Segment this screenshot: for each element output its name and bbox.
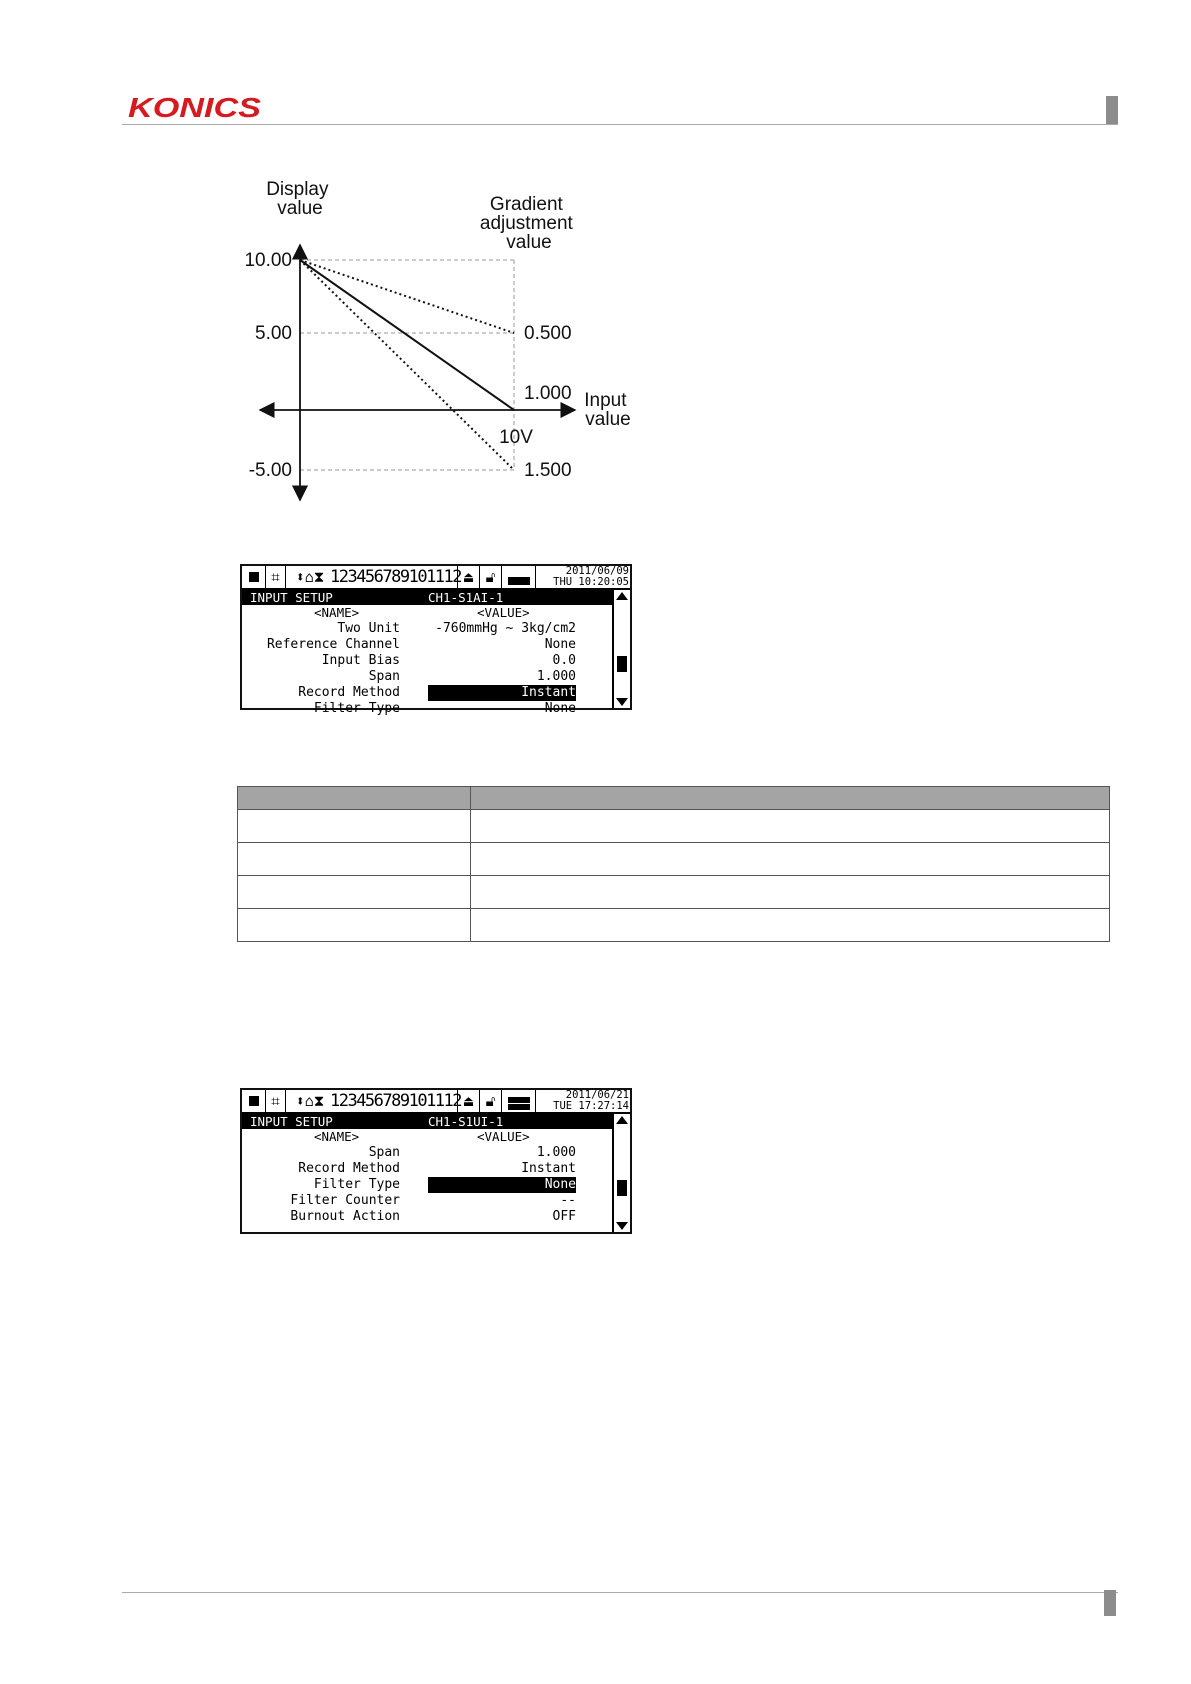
usb-lock-icons: ⬍⌂⧗ [295, 1092, 325, 1110]
y-tick: 10.00 [244, 250, 292, 271]
channel-id: CH1-S1UI-1 [428, 1114, 504, 1129]
x-tick: 10V [499, 427, 533, 448]
footer-marker [1104, 1590, 1116, 1616]
title-bar [242, 590, 612, 605]
gradient-line-1000 [300, 260, 514, 410]
setting-row[interactable]: Reference Channel None [266, 637, 576, 652]
scroll-down-icon[interactable] [616, 698, 628, 706]
value-column-header: <VALUE> [477, 605, 530, 620]
table-cell [238, 909, 471, 942]
table-cell [238, 810, 471, 843]
channel-indicators: 123456789101112 [329, 567, 462, 587]
setting-row[interactable]: Span 1.000 [368, 1145, 576, 1160]
table-cell [471, 843, 1110, 876]
scroll-up-icon[interactable] [616, 1116, 628, 1124]
table-header-row [238, 787, 1110, 810]
screen-title: INPUT SETUP [250, 590, 333, 605]
stop-icon [242, 566, 266, 588]
usb-lock-icons: ⬍⌂⧗ [295, 568, 325, 586]
lcd-screen-universal-input [240, 1088, 632, 1234]
battery-icon [502, 566, 536, 588]
channel-indicators: 123456789101112 [329, 1091, 462, 1111]
datetime: 2011/06/09 THU 10:20:05 [553, 565, 629, 588]
footer-rule [122, 1592, 1118, 1593]
table-cell [238, 843, 471, 876]
gradient-value: 0.500 [524, 323, 572, 344]
title-bar [242, 1114, 612, 1129]
table-cell [471, 909, 1110, 942]
name-column-header: <NAME> [314, 1129, 360, 1144]
y-axis-label: Display value [266, 179, 329, 219]
gradient-line-1500 [300, 260, 514, 470]
datetime: 2011/06/21 TUE 17:27:14 [553, 1089, 629, 1112]
setting-row[interactable]: Record Method Instant [298, 1161, 576, 1176]
setting-row-selected[interactable]: Record Method Instant [298, 685, 576, 700]
table-row [238, 876, 1110, 909]
battery-icon [502, 1090, 536, 1112]
y-tick: 5.00 [255, 323, 292, 344]
scroll-down-icon[interactable] [616, 1222, 628, 1230]
status-bar [242, 1090, 630, 1114]
name-column-header: <NAME> [314, 605, 360, 620]
header-rule [122, 124, 1118, 125]
value-column-header: <VALUE> [477, 1129, 530, 1144]
setting-row[interactable]: Span 1.000 [368, 669, 576, 684]
stop-icon [242, 1090, 266, 1112]
scrollbar[interactable] [612, 590, 630, 708]
memory-card-icon: ⌗ [266, 566, 286, 588]
svg-text:KONICS: KONICS [128, 92, 262, 123]
table-cell [238, 876, 471, 909]
screen-title: INPUT SETUP [250, 1114, 333, 1129]
eject-icon: ⏏ [458, 1090, 480, 1112]
gradient-value: 1.500 [524, 460, 572, 481]
setting-row[interactable]: Filter Type None [313, 701, 576, 716]
gradient-diagram [230, 175, 650, 515]
scroll-thumb[interactable] [617, 1180, 627, 1196]
header-marker [1106, 96, 1118, 124]
gradient-value: 1.000 [524, 383, 572, 404]
unlock-icon: 🔓︎ [480, 566, 502, 588]
scroll-thumb[interactable] [617, 656, 627, 672]
unlock-icon: 🔓︎ [480, 1090, 502, 1112]
table-cell [471, 876, 1110, 909]
setting-row-selected[interactable]: Filter Type None [313, 1177, 576, 1192]
eject-icon: ⏏ [458, 566, 480, 588]
table-row [238, 810, 1110, 843]
channel-id: CH1-S1AI-1 [428, 590, 504, 605]
setting-row[interactable]: Burnout Action OFF [290, 1209, 576, 1224]
lcd-screen-analog-input [240, 564, 632, 716]
table-row [238, 909, 1110, 942]
parameter-table [237, 786, 1110, 942]
konics-logo [128, 92, 263, 122]
memory-card-icon: ⌗ [266, 1090, 286, 1112]
table-cell [471, 810, 1110, 843]
gradient-line-0500 [300, 260, 514, 333]
setting-row[interactable]: Two Unit -760mmHg ~ 3kg/cm2 [337, 621, 576, 636]
setting-row[interactable]: Input Bias 0.0 [321, 653, 576, 668]
scroll-up-icon[interactable] [616, 592, 628, 600]
gradient-axis-label: Gradient adjustment value [479, 194, 573, 253]
setting-row[interactable]: Filter Counter -- [290, 1193, 576, 1208]
x-axis-label: Input value [584, 390, 631, 430]
table-row [238, 843, 1110, 876]
table-header-cell [238, 787, 471, 810]
scrollbar[interactable] [612, 1114, 630, 1232]
status-bar [242, 566, 630, 590]
y-tick: -5.00 [248, 460, 292, 481]
table-header-cell [471, 787, 1110, 810]
